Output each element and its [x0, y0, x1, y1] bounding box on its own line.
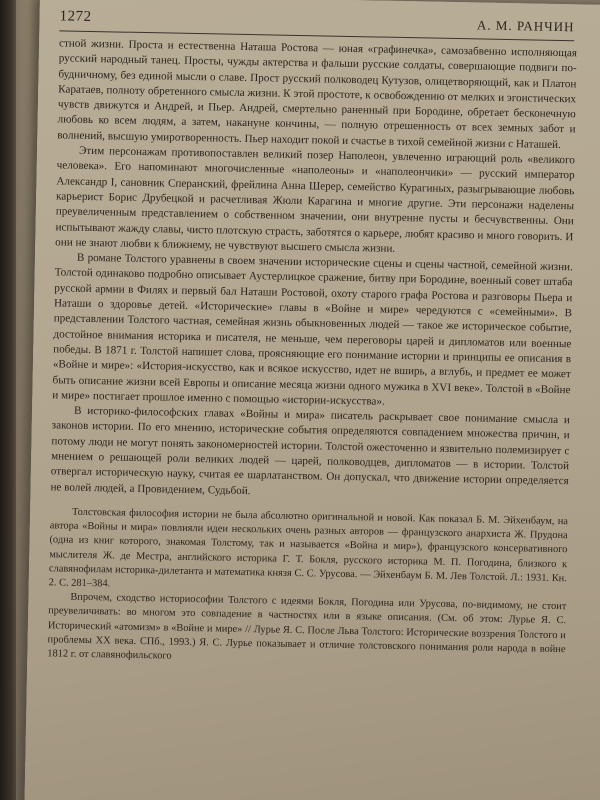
running-head: [59, 6, 574, 41]
paragraph-1: стной жизни. Проста и естественна Наташа Ростова — юная «графинечка», самозабвенно исполняющая русский народный танец. Просты, чужды актерства и фальши русские солдаты, совершающие подвиги по-будничному, без единой мысли о славе. Прост русский полководец Кутузов, олицетворяющий, как и Платон Каратаев, полноту обретенного смысла жизни. К этой простоте, к освобождению от мелких и эгоистических чувств движутся и Андрей, и Пьер. Андрей, смертельно раненный при Бородине, обретает бесконечную любовь ко всем людям, а затем, накануне кончины, — полную отрешенность от всех земных забот и волнений, высшую умиротворенность. Пьер находит покой и счастье в тихой семейной жизни с Наташей.: [57, 37, 578, 151]
footnote-paragraph-2: Впрочем, сходство историософии Толстого с идеями Бокля, Погодина или Урусова, по-видимому, не стоит преувеличивать: во многом это совпадение в частностях или в языке описания. (См. об этом: Лурье Я. С. Исторический «атомизм» в «Войне и мире» // Лурье Я. С. После Льва Толстого: Исторические воззрения Толстого и проблемы XX века. СПб., 1993.) Я. С. Лурье показывает и отличие толстовского понимания роли народа в войне 1812 г. от славянофильского: [47, 591, 567, 662]
book-page: [24, 0, 600, 800]
footnote-block: [47, 505, 568, 671]
footnote-paragraph-1: Толстовская философия истории не была абсолютно оригинальной и новой. Как показал Б. М. Эйхенбаум, на автора «Войны и мира» повлияли идеи нескольких очень разных авторов — французского анархиста Ж. Прудона (одна из книг которого, знакомая Толстому, так и называется «Война и мир»), французского консервативного мыслителя Ж. де Местра, английского историка Г. Т. Бокля, русского историка М. П. Погодина, близкого к славянофилам историка-дилетанта и математика князя С. С. Урусова. — Эйхенбаум Б. М. Лев Толстой. Л.: 1931. Кн. 2. С. 281–384.: [48, 506, 569, 590]
page-number: 1272: [59, 8, 92, 25]
paragraph-2: Этим персонажам противопоставлен великий позер Наполеон, увлеченно играющий роль «великого человека». Его напоминают многочисленные «наполеоны» и «наполеончики» — русский император Александр I, сановник Сперанский, фрейлина Анна Шерер, семейство Курагиных, разыгрывающие любовь карьерист Борис Друбецкой и расчетливая Жюли Карагина и многие другие. Эти персонажи наделены преувеличенным представлением о собственном значении, они внутренне пусты и бесчувственны. Они испытывают жажду славы, чисто плотскую страсть, заботятся о карьере, любят красиво и много говорить. И они не знают любви к ближнему, не чувствуют высшего смысла жизни.: [55, 144, 576, 255]
book-spine: [0, 0, 16, 800]
paragraph-4: В историко-философских главах «Войны и мира» писатель раскрывает свое понимание смысла и законов истории. По его мнению, исторические события определяются совпадением множества причин, и потому люди не могут понять закономерностей истории. Толстой ожесточенно и язвительно полемизирует с мнением о решающей роли великих людей — царей, полководцев, дипломатов — в истории. Толстой отвергал историческую науку, считая ее шарлатанством. Он допускал, что движение истории определяется не волей людей, а Провидением, Судьбой.: [50, 404, 571, 497]
paragraph-3: В романе Толстого уравнены в своем значении исторические сцены и сцены частной, семейной жизни. Толстой одинаково подробно описывает Аустерлицкое сражение, битву при Бородине, военный совет штаба русской армии в Филях и первый бал Наташи Ростовой, охоту старого графа Ростова и разговоры Пьера и Наташи о здоровье детей. «Исторические» главы в «Войне и мире» чередуются с «семейными». В представлении Толстого частная, семейная жизнь обыкновенных людей — такое же историческое событие, достойное внимания историка и писателя, не меньше, чем переговоры царей и дипломатов или военные победы. В 1871 г. Толстой напишет слова, проясняющие его понимание истории и принципы ее описания в «Войне и мире»: «История-искусство, как и всякое искусство, идет не вширь, а вглубь, и предмет ее может быть описание жизни всей Европы и описание месяца жизни одного мужика в XVI веке». Толстой в «Войне и мире» постигает прошлое именно с помощью «истории-искусства».: [52, 251, 573, 408]
running-title: А. М. РАНЧИН: [476, 17, 575, 35]
main-text: [47, 36, 577, 671]
